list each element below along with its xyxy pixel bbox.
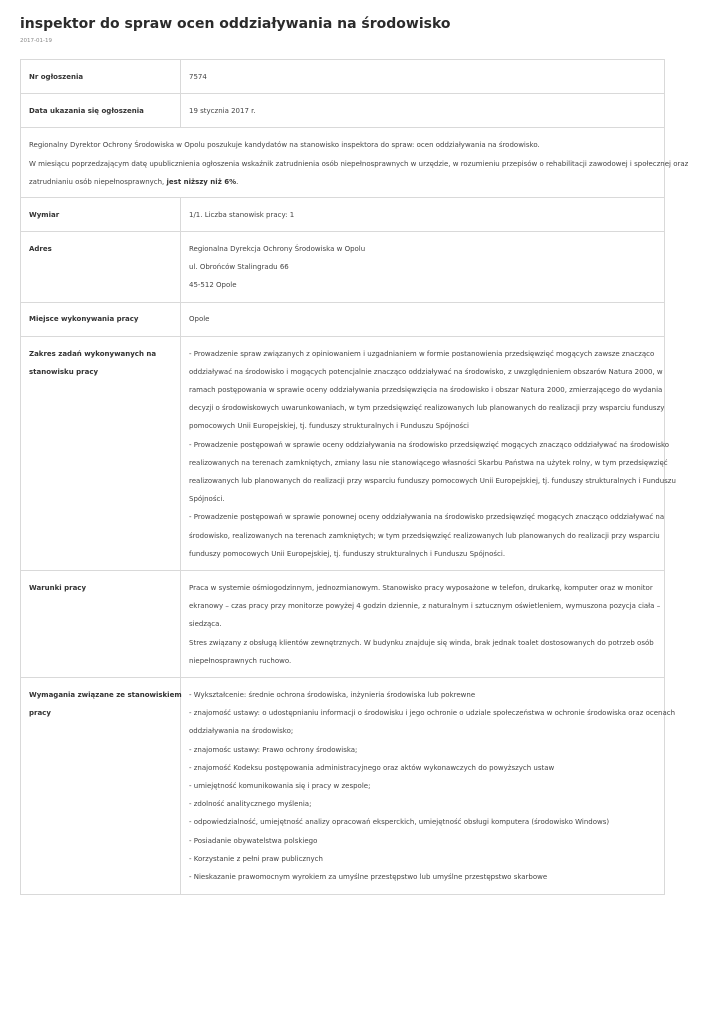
intro-line-1: Regionalny Dyrektor Ochrony Środowiska w Opolu poszukuje kandydatów na stanowisko inspektora do spraw: ocen oddziaływania na środowisko. xyxy=(29,141,540,150)
row-warunki xyxy=(21,571,665,678)
warunki-line: ekranowy – czas pracy przy monitorze powyżej 4 godzin dziennie, z naturalnym i sztucznym oświetleniem, wymuszona pozycja ciała – xyxy=(189,602,661,611)
wymagania-line: oddziaływania na środowisko; xyxy=(189,727,294,736)
publication-date: 2017-01-19 xyxy=(20,38,52,44)
row-wymiar xyxy=(21,198,665,232)
label-warunki: Warunki pracy xyxy=(21,571,181,678)
label-miejsce: Miejsce wykonywania pracy xyxy=(21,302,181,336)
label-wymagania-line-1: Wymagania związane ze stanowiskiem xyxy=(29,690,182,699)
wymagania-line: - Korzystanie z pełni praw publicznych xyxy=(189,854,323,863)
warunki-line: niepełnosprawnych ruchowo. xyxy=(189,656,292,665)
label-zakres-line-1: Zakres zadań wykonywanych na xyxy=(29,349,157,358)
zakres-line: Spójności. xyxy=(189,495,225,504)
zakres-line: realizowanych na terenach zamkniętych, zmiany lasu nie stanowiącego własności Skarbu Państwa na użytek rolny, w tym przedsięwzięć xyxy=(189,458,668,467)
label-wymagania xyxy=(21,678,181,894)
value-warunki xyxy=(181,571,665,678)
row-wymagania xyxy=(21,678,665,894)
value-wymagania xyxy=(181,678,676,894)
row-zakres xyxy=(21,337,665,571)
row-adres xyxy=(21,232,665,303)
value-nr-ogloszenia: 7574 xyxy=(181,60,665,94)
zakres-line: - Prowadzenie spraw związanych z opiniowaniem i uzgadnianiem w formie postanowienia przedsięwzięć mogących zawsze znacząco xyxy=(189,349,655,358)
intro-line-3 xyxy=(29,173,656,191)
row-miejsce xyxy=(21,302,665,336)
label-adres: Adres xyxy=(21,232,181,303)
intro-employment-rate: jest niższy niż 6% xyxy=(166,177,237,186)
row-nr-ogloszenia xyxy=(21,60,665,94)
intro-line-3-suffix: . xyxy=(236,177,239,186)
wymagania-line: - zdolność analitycznego myślenia; xyxy=(189,800,312,809)
intro-cell xyxy=(21,128,689,198)
zakres-line: oddziaływać na środowisko i mogących potencjalnie znacząco oddziaływać na środowisko, z uwzględnieniem obszarów Natura 2000, w xyxy=(189,367,663,376)
label-nr-ogloszenia: Nr ogłoszenia xyxy=(21,60,181,94)
wymagania-line: - znajomość ustawy: o udostępnianiu informacji o środowisku i jego ochronie o udziale społeczeństwa w ochronie środowiska oraz ocenach xyxy=(189,709,676,718)
warunki-line: Stres związany z obsługą klientów zewnętrznych. W budynku znajduje się winda, brak jednak toalet dostosowanych do potrzeb osób xyxy=(189,638,654,647)
row-intro xyxy=(21,128,665,198)
zakres-line: funduszy pomocowych Unii Europejskiej, tj. funduszy strukturalnych i Funduszu Spójności. xyxy=(189,549,506,558)
zakres-line: - Prowadzenie postępowań w sprawie oceny oddziaływania na środowisko przedsięwzięć mogących znacząco oddziaływać na środowisko xyxy=(189,440,670,449)
wymagania-line: - umiejętność komunikowania się i pracy w zespole; xyxy=(189,782,371,790)
wymagania-line: - znajomośc ustawy: Prawo ochrony środowiska; xyxy=(189,745,358,754)
label-data-ogloszenia: Data ukazania się ogłoszenia xyxy=(21,94,181,128)
zakres-line: pomocowych Unii Europejskiej, tj. funduszy strukturalnych i Funduszu Spójności xyxy=(189,422,469,431)
wymagania-line: - znajomość Kodeksu postępowania administracyjnego oraz aktów wykonawczych do powyższych ustaw xyxy=(189,763,555,772)
zakres-line: środowisko, realizowanych na terenach zamkniętych; w tym przedsięwzięć realizowanych lub planowanych do realizacji przy wsparciu xyxy=(189,531,660,540)
value-adres xyxy=(181,232,665,303)
warunki-line: Praca w systemie ośmiogodzinnym, jednozmianowym. Stanowisko pracy wyposażone w telefon, drukarkę, komputer oraz w monitor xyxy=(189,583,653,592)
zakres-line: decyzji o środowiskowych uwarunkowaniach, w tym przedsięwzięć realizowanych lub planowanych do realizacji przy wsparciu funduszy xyxy=(189,404,665,413)
address-line-3: 45-512 Opole xyxy=(189,281,237,290)
zakres-line: realizowanych lub planowanych do realizacji przy wsparciu funduszy pomocowych Unii Europejskiej, tj. funduszy strukturalnych i Funduszu xyxy=(189,476,676,485)
zakres-line: ramach postępowania w sprawie oceny oddziaływania przedsięwzięcia na środowisko i obszar Natura 2000, zmierzającego do wydania xyxy=(189,385,663,394)
row-data-ogloszenia xyxy=(21,94,665,128)
job-details-table xyxy=(20,59,689,895)
label-zakres xyxy=(21,337,181,571)
intro-line-2: W miesiącu poprzedzającym datę upublicznienia ogłoszenia wskaźnik zatrudnienia osób niepełnosprawnych w urzędzie, w rozumieniu przepisów o rehabilitacji zawodowej i społecznej oraz xyxy=(29,159,689,168)
value-zakres xyxy=(181,337,676,571)
intro-line-3-prefix: zatrudnianiu osób niepełnosprawnych, xyxy=(29,177,167,186)
value-wymiar: 1/1. Liczba stanowisk pracy: 1 xyxy=(181,198,665,232)
label-wymagania-line-2: pracy xyxy=(29,709,51,718)
page-title: inspektor do spraw ocen oddziaływania na środowisko xyxy=(20,16,451,32)
address-line-2: ul. Obrońców Stalingradu 66 xyxy=(189,262,289,271)
zakres-line: - Prowadzenie postępowań w sprawie ponownej oceny oddziaływania na środowisko przedsięwzięć mogących znacząco oddziaływać na xyxy=(189,513,665,522)
label-wymiar: Wymiar xyxy=(21,198,181,232)
wymagania-line: - Posiadanie obywatelstwa polskiego xyxy=(189,836,318,845)
warunki-line: siedząca. xyxy=(189,620,222,629)
wymagania-line: - Nieskazanie prawomocnym wyrokiem za umyślne przestępstwo lub umyślne przestępstwo skarbowe xyxy=(189,873,548,882)
address-line-1: Regionalna Dyrekcja Ochrony Środowiska w Opolu xyxy=(189,244,366,253)
wymagania-line: - Wykształcenie: średnie ochrona środowiska, inżynieria środowiska lub pokrewne xyxy=(189,690,476,699)
label-zakres-line-2: stanowisku pracy xyxy=(29,367,99,376)
wymagania-line: - odpowiedzialność, umiejętność analizy opracowań eksperckich, umiejętność obsługi komputera (środowisko Windows) xyxy=(189,818,610,827)
value-miejsce: Opole xyxy=(181,302,665,336)
value-data-ogloszenia: 19 stycznia 2017 r. xyxy=(181,94,665,128)
